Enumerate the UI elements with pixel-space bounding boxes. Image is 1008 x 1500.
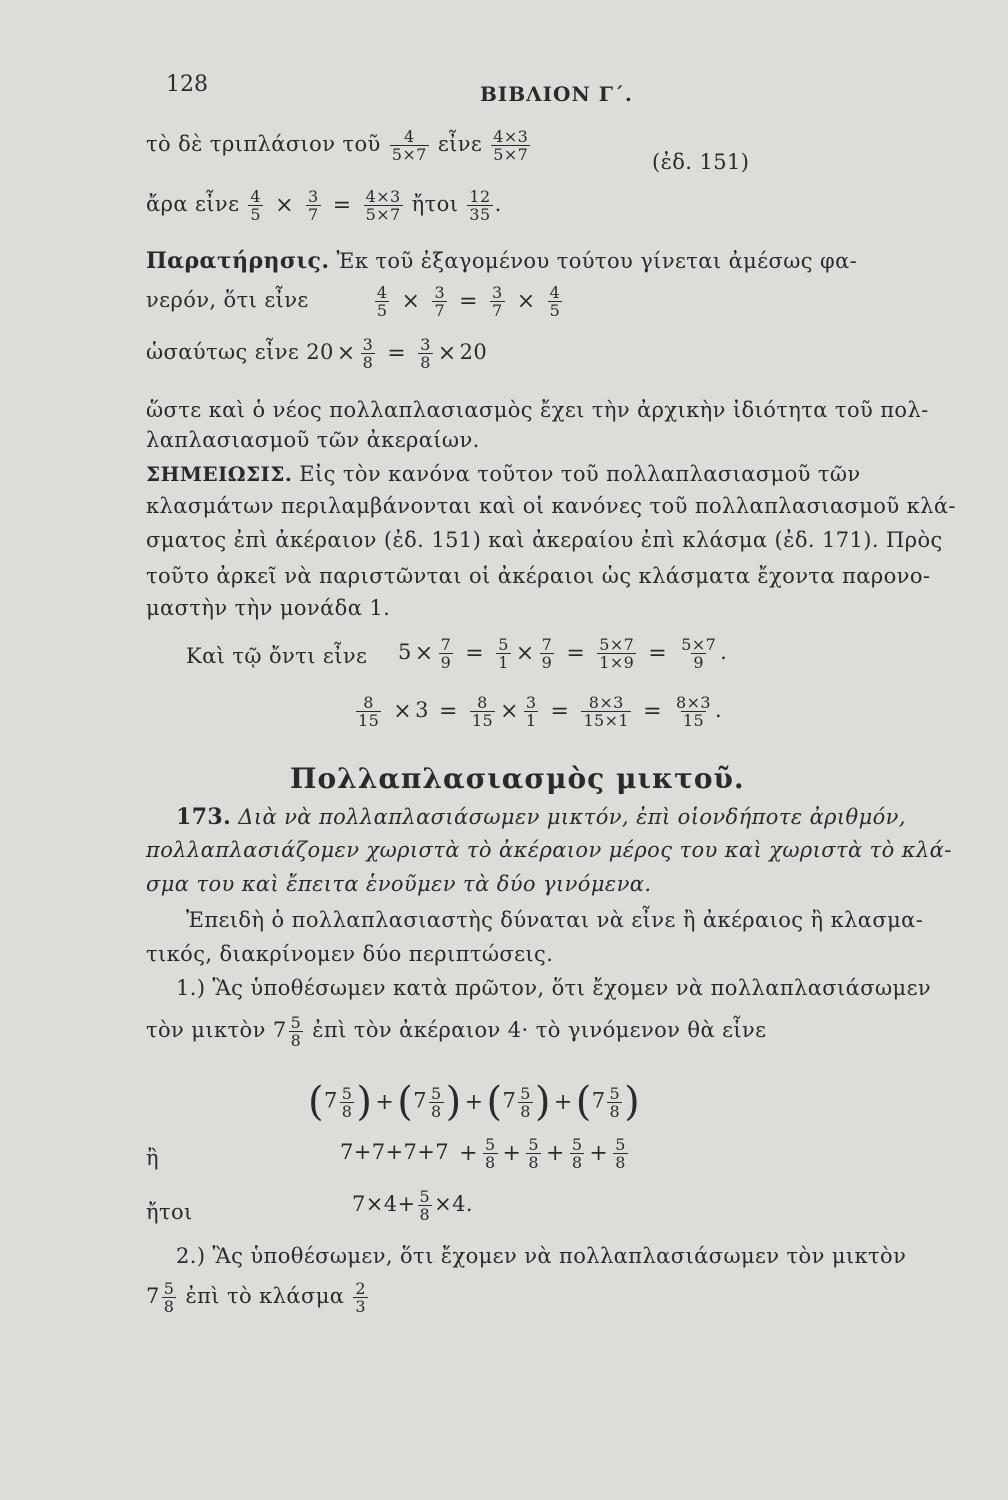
equation-line-1 <box>146 128 532 163</box>
denominator: 8 <box>420 353 431 372</box>
number: 7 <box>413 1088 428 1113</box>
fraction <box>162 1280 177 1315</box>
text: εἶνε <box>437 132 483 156</box>
denominator: 8 <box>484 1153 496 1172</box>
text: ἄρα εἶνε <box>146 192 240 216</box>
denominator: 8 <box>571 1153 583 1172</box>
remark-title: Παρατήρησις. <box>146 248 330 274</box>
running-title: ΒΙΒΛΙΟΝ Γ΄. <box>480 82 633 106</box>
fraction <box>674 694 713 729</box>
case-1-line-2 <box>146 1014 766 1049</box>
numerator: 3 <box>434 283 446 302</box>
text: 7+7+7+7 <box>340 1140 450 1164</box>
expanded-sum: 7+7+7+7 + $\frac{5}{8}$ + $\frac{5}{8}$ + $\frac{5}{8}$ + $\frac{5}{8}$ <box>340 1135 626 1172</box>
number: 20 <box>459 340 488 364</box>
numerator: 4 <box>403 127 415 146</box>
denominator: 3 <box>355 1297 367 1316</box>
text: ὡσαύτως εἶνε <box>146 340 300 364</box>
remark-line-5: λαπλασιασμοῦ τῶν ἀκεραίων. <box>146 428 480 452</box>
paragraph-number: 173. <box>176 804 232 830</box>
number: 5 <box>398 640 412 664</box>
denominator: 5×7 <box>391 145 427 164</box>
fraction <box>679 636 718 671</box>
fraction <box>540 636 555 671</box>
numerator: 8×3 <box>588 693 624 712</box>
case-2-line-1: 2.) Ἃς ὑποθέσωμεν, ὅτι ἔχομεν νὰ πολλαπλασιάσωμεν τὸν μικτὸν <box>176 1244 907 1268</box>
fraction <box>356 694 381 729</box>
numerator: 5 <box>520 1083 531 1103</box>
equation-3: 5 × $\frac{7}{9}$ = $\frac{5}{1}$ × $\frac{7}{9}$ = $\frac{5\times 7}{1\times 9}$ = $\frac{5\times 7}{9}$ . <box>398 635 728 672</box>
case-2-line-2 <box>146 1280 370 1315</box>
text: τὸ δὲ τριπλάσιον τοῦ <box>146 132 381 156</box>
note-line-3: σματος ἐπὶ ἀκέραιον (ἐδ. 151) καὶ ἀκεραίου ἐπὶ κλάσμα (ἐδ. 171). Πρὸς <box>146 528 943 552</box>
denominator: 35 <box>469 205 491 224</box>
page-number: 128 <box>166 72 208 97</box>
fraction <box>470 694 495 729</box>
numerator: 3 <box>525 693 537 712</box>
note-line-1 <box>146 462 861 486</box>
denominator: 15×1 <box>583 711 630 730</box>
number: 7 <box>502 1088 517 1113</box>
denominator: 1 <box>498 653 509 672</box>
para-173-line-1 <box>176 804 906 830</box>
text: ἐπὶ τὸν ἀκέραιον 4· τὸ γινόμενον θὰ εἶνε <box>312 1018 767 1042</box>
fraction <box>429 1085 444 1120</box>
numerator: 5 <box>615 1135 626 1154</box>
fraction <box>418 1188 433 1223</box>
denominator: 15 <box>682 711 705 730</box>
text: τὸν μικτὸν <box>146 1018 266 1042</box>
fraction <box>375 284 390 319</box>
numerator: 3 <box>308 187 319 206</box>
numerator: 5×7 <box>599 635 635 654</box>
denominator: 1×9 <box>599 653 635 672</box>
text: Ἐκ τοῦ ἐξαγομένου τούτου γίνεται ἀμέσως φα- <box>336 249 858 273</box>
equation-4: $\frac{8}{15}$ × 3 = $\frac{8}{15}$ × $\frac{3}{1}$ = $\frac{8\times 3}{15\times 1}$ = $\frac{8\times 3}{15}$ . <box>358 693 723 730</box>
number: 3 <box>415 698 429 722</box>
section-title: Πολλαπλασιασμὸς μικτοῦ. <box>290 762 745 795</box>
fraction <box>581 694 631 729</box>
numerator: 5 <box>609 1083 621 1103</box>
numerator: 8 <box>477 693 488 712</box>
denominator: 15 <box>471 711 494 730</box>
numerator: 7 <box>541 635 553 654</box>
para-173-line-5: τικός, διακρίνομεν δύο περιπτώσεις. <box>146 942 554 966</box>
fraction <box>613 1136 628 1171</box>
text: ×4. <box>434 1192 473 1216</box>
denominator: 9 <box>541 653 553 672</box>
note-title: ΣΗΜΕΙΩΣΙΣ. <box>146 462 293 486</box>
denominator: 5×7 <box>365 205 401 224</box>
numerator: 5×7 <box>681 635 717 654</box>
reference: (ἐδ. 151) <box>652 150 750 174</box>
text: 7×4+ <box>352 1192 416 1216</box>
fraction <box>607 1085 622 1120</box>
text: Εἰς τὸν κανόνα τοῦτον τοῦ πολλαπλασιασμοῦ τῶν <box>299 462 861 486</box>
numerator: 5 <box>341 1083 353 1103</box>
text: ἐπὶ τὸ κλάσμα <box>185 1284 345 1308</box>
numerator: 3 <box>362 335 374 354</box>
denominator: 5 <box>376 301 388 320</box>
remark-line-1 <box>146 248 857 274</box>
denominator: 9 <box>440 653 452 672</box>
denominator: 7 <box>492 301 503 320</box>
text: ἤτοι <box>411 192 459 216</box>
mixed-sum: (7 $\frac{5}{8}$ ) +(7 $\frac{5}{8}$ ) +(7 $\frac{5}{8}$ ) +(7 $\frac{5}{8}$ ) <box>308 1079 641 1125</box>
fraction <box>597 636 636 671</box>
denominator: 7 <box>308 205 319 224</box>
fraction <box>570 1136 585 1171</box>
fraction <box>467 188 492 223</box>
note-line-5: μαστὴν τὴν μονάδα 1. <box>146 596 391 620</box>
denominator: 8 <box>290 1031 302 1050</box>
numerator: 8 <box>363 693 374 712</box>
fraction <box>518 1085 533 1120</box>
fraction <box>390 128 429 163</box>
fraction <box>361 336 376 371</box>
denominator: 8 <box>520 1101 531 1121</box>
text: Διὰ νὰ πολλαπλασιάσωμεν μικτόν, ἐπὶ οἱονδήποτε ἀριθμόν, <box>238 805 906 829</box>
fraction <box>439 636 454 671</box>
numerator: 5 <box>571 1135 583 1154</box>
number: 7 <box>324 1088 338 1113</box>
denominator: 5 <box>250 205 262 224</box>
numerator: 4×3 <box>493 127 529 146</box>
note-line-2: κλασμάτων περιλαμβάνονται καὶ οἱ κανόνες τοῦ πολλαπλασιασμοῦ κλά- <box>146 494 956 518</box>
numerator: 3 <box>420 335 431 354</box>
denominator: 8 <box>362 353 374 372</box>
fraction <box>432 284 447 319</box>
case-1-line-1: 1.) Ἃς ὑποθέσωμεν κατὰ πρῶτον, ὅτι ἔχομεν νὰ πολλαπλασιάσωμεν <box>176 976 932 1000</box>
denominator: 15 <box>358 711 380 730</box>
fraction <box>364 188 403 223</box>
denominator: 1 <box>525 711 537 730</box>
remark-line-3: ὡσαύτως εἶνε 20 × $\frac{3}{8}$ = $\frac{3}{8}$ × 20 <box>146 335 488 372</box>
eta-label: ἢ <box>146 1146 159 1170</box>
denominator: 8 <box>609 1101 621 1121</box>
denominator: 8 <box>431 1101 442 1121</box>
numerator: 4 <box>250 187 262 206</box>
note-intro: Καὶ τῷ ὄντι εἶνε <box>186 644 368 668</box>
denominator: 7 <box>434 301 446 320</box>
numerator: 5 <box>528 1135 539 1154</box>
fraction <box>306 188 321 223</box>
para-173-line-4: Ἐπειδὴ ὁ πολλαπλασιαστὴς δύναται νὰ εἶνε ἢ ἀκέραιος ἢ κλασμα- <box>186 908 924 932</box>
numerator: 5 <box>498 635 509 654</box>
denominator: 8 <box>528 1153 539 1172</box>
equation-line-2: ἄρα εἶνε $\frac{4}{5}$ × $\frac{3}{7}$ = $\frac{4\times 3}{5\times 7}$ ἤτοι $\frac{12}{35}$ . <box>146 187 502 224</box>
fraction <box>524 694 539 729</box>
denominator: 5×7 <box>493 145 529 164</box>
numerator: 8×3 <box>676 693 711 712</box>
numerator: 12 <box>469 187 491 206</box>
text: . <box>494 192 502 216</box>
fraction <box>353 1280 368 1315</box>
final-product <box>352 1188 473 1223</box>
remark-line-2: νερόν, ὅτι εἶνε $\frac{4}{5}$ × $\frac{3}{7}$ = $\frac{3}{7}$ × $\frac{4}{5}$ <box>146 283 561 320</box>
number: 7 <box>146 1284 160 1308</box>
fraction <box>490 284 505 319</box>
numerator: 3 <box>492 283 503 302</box>
denominator: 8 <box>419 1205 431 1224</box>
fraction <box>289 1014 304 1049</box>
number: 7 <box>272 1018 287 1042</box>
fraction <box>491 128 530 163</box>
denominator: 8 <box>615 1153 626 1172</box>
numerator: 7 <box>440 635 452 654</box>
number: 7 <box>591 1088 606 1113</box>
numerator: 5 <box>431 1083 442 1103</box>
text: νερόν, ὅτι εἶνε <box>146 288 309 312</box>
text: . <box>720 640 728 664</box>
numerator: 5 <box>163 1279 175 1298</box>
note-line-4: τοῦτο ἀρκεῖ νὰ παριστῶνται οἱ ἀκέραιοι ὡς κλάσματα ἔχοντα παρονο- <box>146 564 931 588</box>
denominator: 5 <box>549 301 561 320</box>
numerator: 4 <box>549 283 561 302</box>
fraction <box>340 1085 355 1120</box>
fraction <box>526 1136 541 1171</box>
numerator: 5 <box>419 1187 431 1206</box>
fraction <box>496 636 511 671</box>
denominator: 8 <box>341 1101 353 1121</box>
denominator: 8 <box>163 1297 175 1316</box>
fraction <box>548 284 563 319</box>
fraction <box>483 1136 498 1171</box>
fraction <box>248 188 263 223</box>
remark-line-4: ὥστε καὶ ὁ νέος πολλαπλασιασμὸς ἔχει τὴν ἀρχικὴν ἰδιότητα τοῦ πολ- <box>146 398 929 422</box>
fraction <box>418 336 433 371</box>
numerator: 4 <box>376 283 388 302</box>
text: . <box>714 698 723 722</box>
numerator: 5 <box>484 1135 496 1154</box>
numerator: 4×3 <box>365 187 401 206</box>
denominator: 9 <box>693 653 704 672</box>
number: 20 <box>306 340 334 364</box>
numerator: 5 <box>290 1013 302 1032</box>
para-173-line-2: πολλαπλασιάζομεν χωριστὰ τὸ ἀκέραιον μέρος του καὶ χωριστὰ τὸ κλά- <box>146 838 952 862</box>
itoi-label: ἤτοι <box>146 1200 193 1224</box>
numerator: 2 <box>355 1279 367 1298</box>
para-173-line-3: σμα του καὶ ἔπειτα ἑνοῦμεν τὰ δύο γινόμενα. <box>146 872 652 896</box>
